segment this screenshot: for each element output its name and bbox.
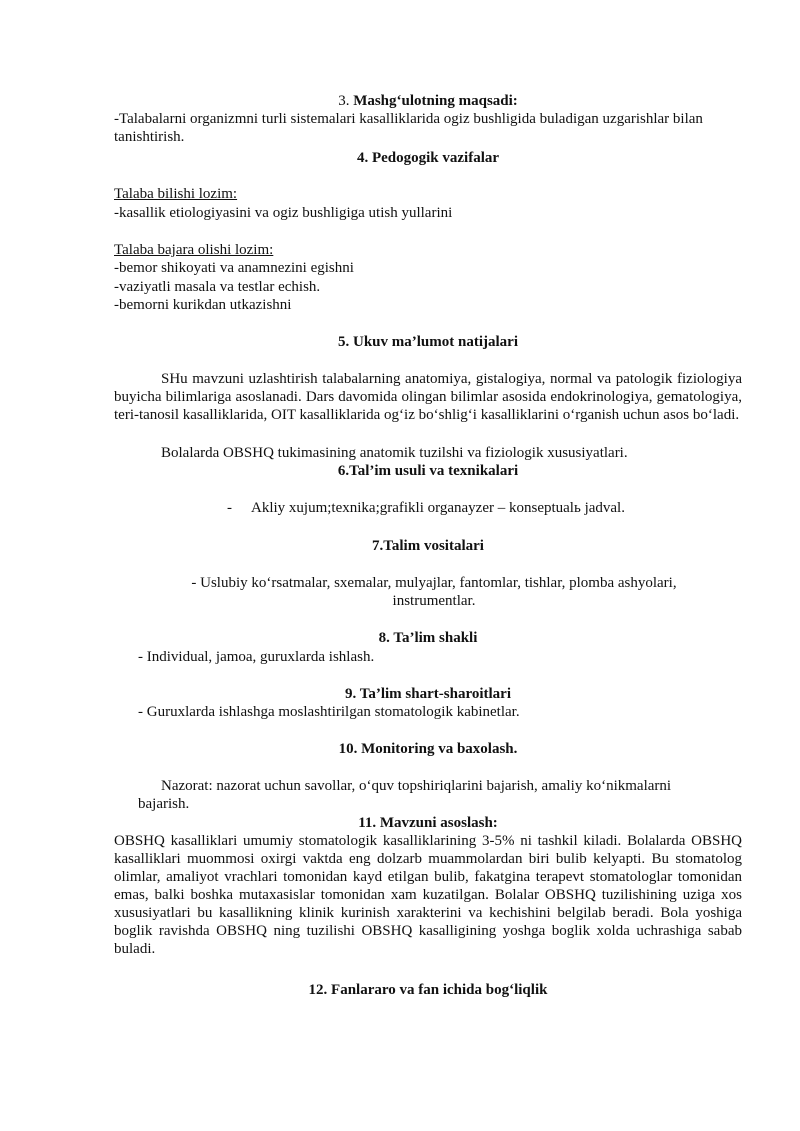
section-6-item-text: Akliy xujum;texnika;grafikli organayzer – konseptualь jadval. [251,500,625,516]
section-9-text: - Guruxlarda ishlashga moslashtirilgan stomatologik kabinetlar. [138,704,520,720]
do-item: -vaziyatli masala va testlar echish. [114,279,321,295]
do-item: -bemor shikoyati va anamnezini egishni [114,260,354,276]
section-10-line-1: Nazorat: nazorat uchun savollar, o‘quv topshiriqlarini bajarish, amaliy ko‘nikmalarni [161,778,672,794]
do-label: Talaba bajara olishi lozim: [114,242,274,258]
section-4-title: 4. Pedogogik vazifalar [356,150,500,166]
section-10-line-2: bajarish. [138,796,190,812]
section-10-title: 10. Monitoring va baxolash. [338,741,518,757]
section-7-title: 7.Talim vositalari [372,538,484,554]
section-3-heading [114,92,742,110]
section-5-title: 5. Ukuv ma’lumot natijalari [338,334,518,350]
section-8-text: - Individual, jamoa, guruxlarda ishlash. [138,649,375,665]
section-5-paragraph: SHu mavzuni uzlashtirish talabalarning anatomiya, gistalogiya, normal va patologik fiziologiya buyicha bilimlariga asoslanadi. Dars davomida olingan bilimlar asosida endokrinologiya, gematologiya, teri-tanosil kasalliklarida, OIT kasalliklarida og‘iz bo‘shlig‘i kasalliklarini o‘rganish uchun asos bo‘ladi. [114,371,742,423]
know-item: -kasallik etiologiyasini va ogiz bushligiga utish yullarini [114,205,453,221]
section-11-text: OBSHQ kasalliklari umumiy stomatologik kasalliklarining 3-5% ni tashkil kiladi. Bolalarda OBSHQ kasalliklari muommosi oxirgi vaktda eng dolzarb muammolardan biri bulib kelyapti. Bu stomatolog olimlar, amaliyot vrachlari tomonidan kayd etilgan bulib, fakatgina terapevt stomatologlar tomonidan emas, balki boshka mutaxasislar tomonidan xam kuzatilgan. Bolalar OBSHQ tuzilishining uziga xos xususiyatlari bu kasallikning klinik kurinish xarakterini va kechishini belgilab beradi. Bola yoshiga boglik ravishda OBSHQ ning tuzilishi OBSHQ kasalligining yoshga boglik xolda uchrashiga sabab buladi. [114,833,742,957]
section-6-title: 6.Tal’im usuli va texnikalari [337,463,519,479]
section-5-paragraph-2: Bolalarda OBSHQ tukimasining anatomik tuzilshi va fiziologik xususiyatlari. [161,445,628,461]
section-7-text: - Uslubiy ko‘rsatmalar, sxemalar, mulyajlar, fantomlar, tishlar, plomba ashyolari, instrumentlar. [191,575,677,609]
section-12-title: 12. Fanlararo va fan ichida bog‘liqlik [308,982,548,998]
section-3-text: -Talabalarni organizmni turli sistemalari kasalliklarida ogiz bushligida buladigan uzgarishlar bilan tanishtirish. [114,111,703,145]
section-3-title: Mashg‘ulotning maqsadi: [353,93,518,109]
know-label: Talaba bilishi lozim: [114,186,238,202]
section-3-number: 3. [338,93,354,109]
section-9-title: 9. Ta’lim shart-sharoitlari [345,686,511,702]
section-11-title: 11. Mavzuni asoslash: [358,815,498,831]
dash-marker: - [227,500,232,516]
do-item: -bemorni kurikdan utkazishni [114,297,292,313]
section-8-title: 8. Ta’lim shakli [378,630,478,646]
